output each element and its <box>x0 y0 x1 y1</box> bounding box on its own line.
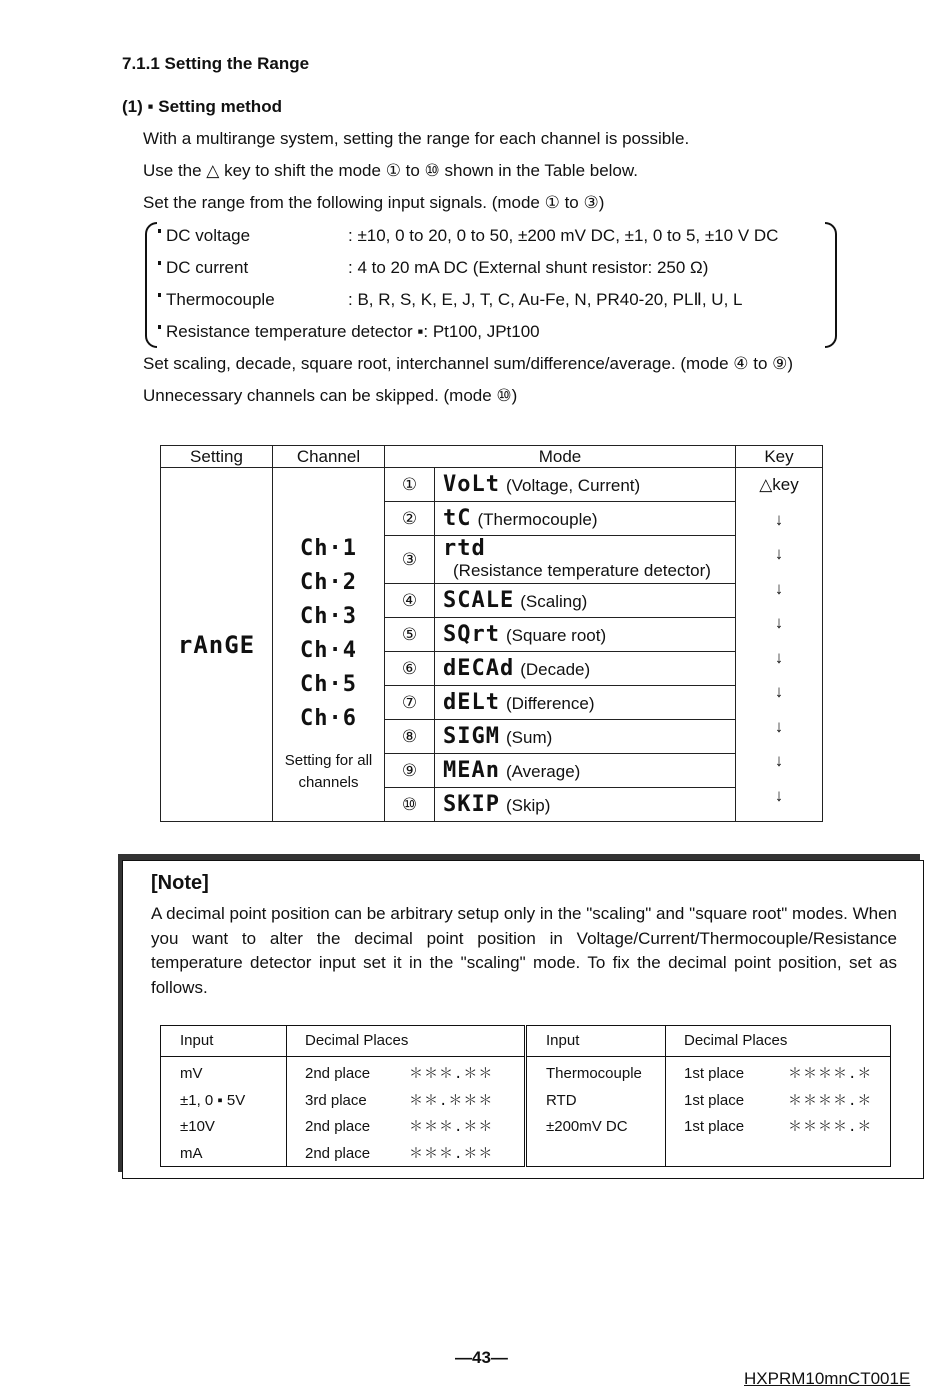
intro-line: With a multirange system, setting the range for each channel is possible. <box>143 129 690 148</box>
mode-desc: (Thermocouple) <box>477 510 598 529</box>
pattern-cell: ＊＊＊＊.＊ <box>788 1092 873 1109</box>
header-decimal: Decimal Places <box>666 1026 891 1057</box>
setting-cell <box>161 468 273 822</box>
header-setting: Setting <box>161 446 273 468</box>
mode-code: tC <box>443 506 472 531</box>
mode-desc: (Voltage, Current) <box>505 476 641 495</box>
arrow-down-icon: ↓ <box>774 682 784 701</box>
section-title: 7.1.1 Setting the Range <box>122 54 310 73</box>
mode-number: ③ <box>385 536 435 584</box>
signal-label: Resistance temperature detector ▪: Pt100, JPt100 <box>166 322 540 341</box>
place-cell: 3rd place <box>305 1091 367 1109</box>
signal-value: : ±10, 0 to 20, 0 to 50, ±200 mV DC, ±1, 0 to 5, ±10 V DC <box>348 226 779 245</box>
place-cell: 1st place <box>684 1065 745 1082</box>
key-cell <box>736 468 823 822</box>
mode-desc: (Skip) <box>505 796 551 815</box>
arrow-down-icon: ↓ <box>774 716 784 736</box>
signal-value: : 4 to 20 mA DC (External shunt resistor: 250 Ω) <box>348 258 709 277</box>
bullet-icon <box>158 325 161 329</box>
mode-cell <box>435 618 736 652</box>
signal-value: : B, R, S, K, E, J, T, C, Au-Fe, N, PR40-20, PLⅡ, U, L <box>348 290 743 309</box>
signal-dc-voltage <box>0 226 950 248</box>
input-cell: Thermocouple <box>546 1065 642 1082</box>
mode-cell <box>435 686 736 720</box>
channel-code: Ch·5 <box>300 672 357 697</box>
decimal-places-table <box>160 1025 891 1167</box>
setting-code: rAnGE <box>177 630 256 659</box>
arrow-down-icon: ↓ <box>774 647 784 667</box>
channel-code: Ch·3 <box>300 604 357 629</box>
channel-code: Ch·4 <box>300 638 357 663</box>
decimal-row <box>305 1113 524 1140</box>
mode-cell <box>435 536 736 584</box>
input-cell: RTD <box>546 1091 577 1109</box>
table-row <box>161 468 823 502</box>
header-decimal: Decimal Places <box>287 1026 526 1057</box>
range-table <box>160 445 823 822</box>
mode-number: ④ <box>385 584 435 618</box>
channel-note: Setting for all <box>284 752 373 769</box>
arrow-down-icon: ↓ <box>774 544 784 563</box>
decimal-row <box>684 1087 890 1114</box>
mode-desc: (Decade) <box>520 660 591 679</box>
key-label: △key <box>759 475 799 494</box>
mode-cell <box>435 754 736 788</box>
mode-desc: (Scaling) <box>520 592 588 611</box>
signal-rtd <box>0 322 950 344</box>
arrow-down-icon: ↓ <box>774 751 784 770</box>
input-cell: mV <box>180 1065 203 1082</box>
place-cell: 2nd place <box>305 1144 371 1162</box>
mode-desc: (Difference) <box>505 694 595 713</box>
header-input: Input <box>161 1026 287 1057</box>
header-input: Input <box>526 1026 666 1057</box>
input-cell: mA <box>180 1144 203 1162</box>
mode-desc: (Resistance temperature detector) <box>453 560 711 580</box>
note-title: [Note] <box>151 872 209 894</box>
modes-description: Set scaling, decade, square root, interchannel sum/difference/average. (mode ④ to ⑨) <box>143 354 794 373</box>
signal-label: DC current <box>166 258 249 277</box>
header-channel: Channel <box>273 446 385 468</box>
intro-line: Set the range from the following input signals. (mode ① to ③) <box>143 193 605 212</box>
mode-desc: (Square root) <box>505 626 607 645</box>
mode-number: ⑩ <box>385 788 435 822</box>
place-cell: 2nd place <box>305 1118 371 1135</box>
input-cell: ±1, 0 ▪ 5V <box>180 1091 246 1109</box>
mode-number: ⑦ <box>385 686 435 720</box>
bullet-icon <box>158 261 161 265</box>
arrow-down-icon: ↓ <box>774 613 784 632</box>
mode-cell <box>435 720 736 754</box>
mode-code: dELt <box>443 690 500 715</box>
bullet-icon <box>158 293 161 297</box>
header-mode: Mode <box>385 446 736 468</box>
mode-code: rtd <box>443 535 486 561</box>
input-cell: ±200mV DC <box>546 1118 628 1135</box>
decimal-row <box>684 1113 890 1140</box>
mode-desc: (Average) <box>505 762 581 781</box>
decimal-row <box>684 1060 890 1087</box>
arrow-down-icon: ↓ <box>774 509 784 529</box>
mode-cell <box>435 788 736 822</box>
mode-code: MEAn <box>443 758 500 783</box>
bullet-icon <box>158 229 161 233</box>
mode-number: ⑧ <box>385 720 435 754</box>
intro-line: Use the △ key to shift the mode ① to ⑩ shown in the Table below. <box>143 161 638 180</box>
mode-number: ⑥ <box>385 652 435 686</box>
pattern-cell: ＊＊＊.＊＊ <box>409 1119 494 1135</box>
channel-cell <box>273 468 385 822</box>
pattern-cell: ＊＊＊＊.＊ <box>788 1066 873 1082</box>
mode-cell <box>435 468 736 502</box>
place-cell: 1st place <box>684 1091 745 1109</box>
signal-dc-current <box>0 258 950 280</box>
mode-number: ① <box>385 468 435 502</box>
mode-code: SQrt <box>443 622 500 647</box>
mode-number: ⑨ <box>385 754 435 788</box>
table-header-row <box>161 1026 891 1057</box>
mode-desc: (Sum) <box>505 728 553 747</box>
pattern-cell: ＊＊.＊＊＊ <box>409 1092 494 1109</box>
pattern-cell: ＊＊＊＊.＊ <box>788 1119 873 1135</box>
subsection-title: (1) ▪ Setting method <box>122 97 282 116</box>
skip-description: Unnecessary channels can be skipped. (mode ⑩) <box>143 386 518 405</box>
pattern-cell: ＊＊＊.＊＊ <box>409 1145 494 1162</box>
place-cell: 1st place <box>684 1118 745 1135</box>
mode-number: ⑤ <box>385 618 435 652</box>
channel-code: Ch·2 <box>300 570 357 595</box>
signal-label: Thermocouple <box>166 290 275 309</box>
arrow-down-icon: ↓ <box>774 785 784 805</box>
signal-label: DC voltage <box>166 226 251 245</box>
mode-number: ② <box>385 502 435 536</box>
mode-cell <box>435 502 736 536</box>
mode-code: SKIP <box>443 792 500 817</box>
mode-cell <box>435 584 736 618</box>
header-key: Key <box>736 446 823 468</box>
note-text: A decimal point position can be arbitrary setup only in the "scaling" and "square root" modes. When you want to alter the decimal point position in Voltage/Current/Thermocouple/Resistance temperature detector input set it in the "scaling" mode. To fix the decimal point position, set as follows. <box>151 904 897 997</box>
mode-code: dECAd <box>443 656 515 681</box>
signal-thermocouple <box>0 290 950 312</box>
document-id: HXPRM10mnCT001E <box>744 1369 911 1388</box>
table-header-row <box>161 446 823 468</box>
mode-code: VoLt <box>443 472 500 497</box>
place-cell: 2nd place <box>305 1065 371 1082</box>
mode-code: SIGM <box>443 724 500 749</box>
mode-code: SCALE <box>443 588 515 613</box>
decimal-row <box>305 1087 524 1114</box>
mode-cell <box>435 652 736 686</box>
page-number: —43— <box>455 1348 508 1367</box>
table-body <box>161 1057 891 1167</box>
decimal-row <box>305 1140 524 1167</box>
input-cell: ±10V <box>180 1118 215 1135</box>
decimal-row <box>305 1060 524 1087</box>
channel-note: channels <box>298 774 359 791</box>
pattern-cell: ＊＊＊.＊＊ <box>409 1066 494 1082</box>
channel-code: Ch·1 <box>300 536 357 561</box>
channel-code: Ch·6 <box>300 706 357 731</box>
arrow-down-icon: ↓ <box>774 578 784 598</box>
